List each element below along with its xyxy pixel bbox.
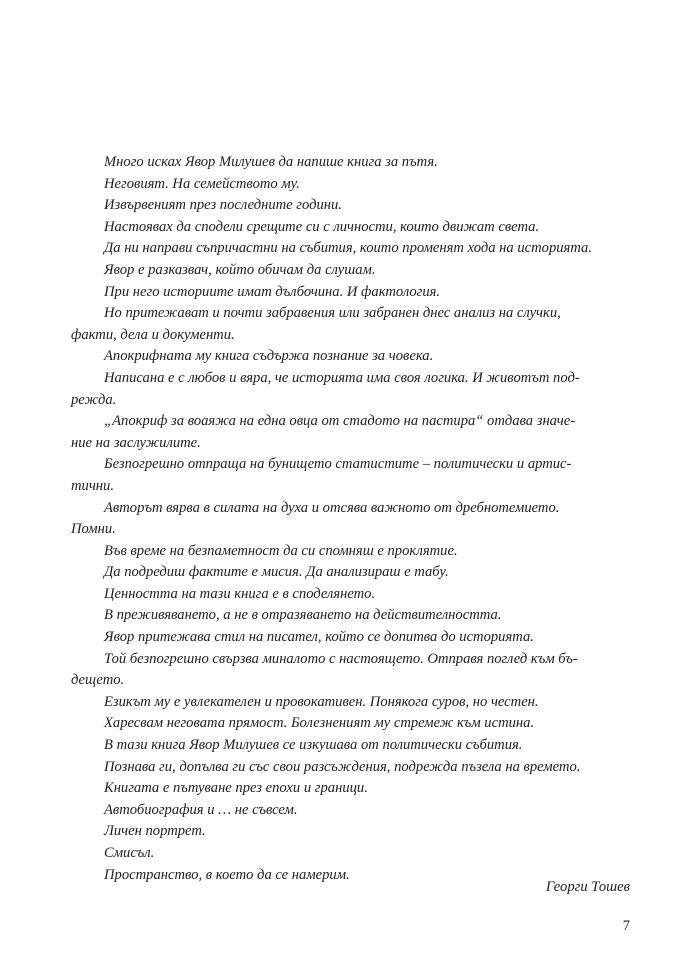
body-text	[71, 152, 630, 886]
text-line: Да ни направи съпричастни на събития, които променят хода на историята.	[104, 240, 592, 257]
text-line: Но притежават и почти забравения или забранен днес анализ на случки,	[104, 305, 561, 322]
text-line: Той безпогрешно свързва миналото с настоящето. Отправя поглед към бъ-	[104, 650, 578, 667]
paragraph	[71, 454, 630, 497]
paragraph	[104, 282, 630, 304]
paragraph	[104, 778, 630, 800]
text-line: Безпогрешно отпраща на бунището статистите – политически и артис-	[104, 456, 572, 473]
author-signature: Георги Тошев	[545, 879, 630, 895]
paragraph	[104, 195, 630, 217]
text-line: Харесвам неговата прямост. Болезненият му стремеж към истина.	[104, 715, 535, 732]
paragraph	[104, 562, 630, 584]
paragraph	[104, 821, 630, 843]
paragraph	[71, 411, 630, 454]
text-line: Помни.	[71, 521, 116, 538]
text-line: Книгата е пътуване през епохи и граници.	[104, 780, 368, 797]
text-line: Авторът вярва в силата на духа и отсява важното от дребнотемието.	[104, 499, 560, 516]
paragraph	[104, 605, 630, 627]
text-line: Личен портрет.	[104, 823, 206, 840]
paragraph	[104, 584, 630, 606]
text-line: Явор е разказвач, който обичам да слушам.	[104, 261, 376, 278]
paragraph	[104, 627, 630, 649]
text-line: Много исках Явор Милушев да напише книга за пътя.	[104, 154, 438, 170]
paragraph	[104, 735, 630, 757]
text-line: Ценността на тази книга е в споделянето.	[104, 585, 376, 602]
text-line: Написана е с любов и вяра, че историята има своя логика. И животът под-	[104, 369, 580, 386]
paragraph	[104, 541, 630, 563]
text-line: Да подредиш фактите е мисия. Да анализираш е табу.	[104, 564, 449, 581]
paragraph	[104, 174, 630, 196]
paragraph	[71, 498, 630, 541]
text-line: тични.	[71, 477, 114, 494]
page-number: 7	[622, 918, 630, 934]
text-line: Автобиография и … не съвсем.	[104, 801, 298, 818]
text-line: Апокрифната му книга съдържа познание за човека.	[104, 348, 434, 365]
text-line: Познава ги, допълва ги със свои разсъждения, подрежда пъзела на времето.	[104, 758, 581, 775]
text-line: Във време на безпаметност да си спомняш е проклятие.	[104, 542, 458, 559]
text-line: В преживяването, а не в отразяването на действителността.	[104, 607, 502, 624]
text-line: режда.	[71, 391, 117, 408]
paragraph	[104, 692, 630, 714]
paragraph	[104, 843, 630, 865]
text-line: факти, дела и документи.	[71, 326, 235, 343]
text-line: В тази книга Явор Милушев се изкушава от политически събития.	[104, 737, 523, 754]
text-line: Извървеният през последните години.	[104, 197, 342, 214]
paragraph	[104, 238, 630, 260]
paragraph	[104, 346, 630, 368]
paragraph	[71, 649, 630, 692]
paragraph	[104, 217, 630, 239]
paragraph	[104, 800, 630, 822]
text-line: Явор притежава стил на писател, който се допитва до историята.	[104, 629, 534, 646]
paragraph	[71, 303, 630, 346]
paragraph	[71, 368, 630, 411]
text-line: Пространство, в което да се намерим.	[104, 866, 350, 883]
paragraph	[104, 260, 630, 282]
text-line: дещето.	[71, 672, 125, 689]
text-line: Неговият. На семейството му.	[104, 175, 300, 192]
text-line: Смисъл.	[104, 845, 155, 861]
text-line: Настоявах да сподели срещите си с личности, които движат света.	[104, 218, 540, 235]
text-line: „Апокриф за воаяжа на една овца от стадото на пастира“ отдава значе-	[104, 413, 576, 430]
text-line: Езикът му е увлекателен и провокативен. Понякога суров, но честен.	[104, 693, 539, 710]
paragraph	[104, 152, 630, 174]
text-line: ние на заслужилите.	[71, 434, 201, 451]
text-line: При него историите имат дълбочина. И фактология.	[104, 283, 441, 300]
paragraph	[104, 757, 630, 779]
paragraph	[104, 713, 630, 735]
